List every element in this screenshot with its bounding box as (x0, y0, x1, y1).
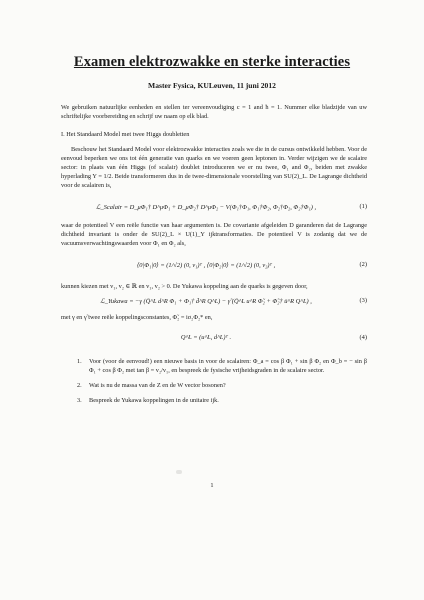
paragraph-4: met γ en γ̃ twee reële koppelingsconstantes, Φ̃₂ = iσ₂Φ₂* en, (61, 314, 213, 321)
question-item (77, 396, 367, 405)
equation-3-body: ℒ_Yukawa = −γ (Q̄^L d^R Φ₁ + Φ₁† d̄^R Q^L) − γ̃ (Q̄^L u^R Φ̃₂ + Φ̃₂† ū^R Q^L) , (100, 298, 312, 305)
equation-4 (61, 331, 367, 347)
scan-smudge (176, 470, 182, 474)
question-list (77, 357, 367, 411)
question-text: Wat is nu de massa van de Z en de W vector bosonen? (89, 382, 226, 390)
equation-2-number: (2) (359, 261, 367, 268)
section-title: I. Het Standaard Model met twee Higgs doubletten (61, 131, 190, 138)
equation-4-number: (4) (359, 334, 367, 341)
question-number: 3. (77, 397, 82, 405)
paragraph-1: Beschouw het Standaard Model voor elektrozwakke interacties zoals we die in de cursus ontwikkeld hebben. Voor de eenvoud beperken we ons tot één generatie van quarks en we voeren geen leptonen in. Verder wijzigen we de scalaire sector: in plaats van één Higgs (of scalair) doublet introduceren we er nu twee, Φ₁ and Φ₂, beiden met zwakke hyperlading Y = 1/2. Beide transformeren dus in de twee-dimensionale voorstelling van SU(2)_L. De Lagrange dichtheid voor de scalairen is, (61, 146, 367, 190)
equation-3 (61, 294, 367, 310)
equation-1 (61, 200, 367, 216)
page-subtitle: Master Fysica, KULeuven, 11 juni 2012 (148, 81, 276, 90)
question-number: 1. (77, 358, 82, 365)
paragraph-2: waar de potentieel V een reële functie van haar argumenten is. De covariante afgeleiden D garanderen dat de Lagrange dichtheid invariant is onder de SU(2)_L × U(1)_Y ijktransformaties. De potentieel V is zodanig dat we de vacuumsverwachtingswaarden voor Φ₁ en Φ₂ als, (61, 222, 367, 248)
equation-3-number: (3) (359, 297, 367, 304)
intro-paragraph: We gebruiken natuurlijke eenheden en stellen ter vereenvoudiging c = 1 and ħ = 1. Nummer elke bladzijde van uw schriftelijke voorbereiding en schrijf uw naam op elk blad. (61, 104, 367, 121)
equation-2 (61, 258, 367, 274)
question-text: Voor (voor de eenvoud!) een nieuwe basis in voor de scalairen: Φ_a = cos β Φ₁ + sin β Φ₂ en Φ_b = − sin β Φ₁ + cos β Φ₂ met tan β = v₂/v₁, en bespreek de fysische vrijheidsgraden in de scalaire sector. (89, 358, 367, 375)
paragraph-3: kunnen kiezen met v₁, v₂ ∈ ℝ en v₁, v₂ > 0. De Yukawa koppeling aan de quarks is gegeven door, (61, 283, 308, 290)
equation-1-body: ℒ_Scalair = D_μΦ₁† D^μΦ₁ + D_μΦ₂† D^μΦ₂ − V(Φ₁†Φ₁, Φ₁†Φ₂, Φ₂†Φ₂, Φ₂†Φ₁) , (95, 204, 317, 211)
question-item (77, 381, 367, 390)
page-title: Examen elektrozwakke en sterke interacties (73, 54, 351, 70)
question-item (77, 357, 367, 375)
page-number: 1 (210, 482, 214, 489)
equation-1-number: (1) (359, 203, 367, 210)
equation-2-body: ⟨0|Φ₁|0⟩ = (1/√2) (0, v₁)ᵀ , ⟨0|Φ₂|0⟩ = (1/√2) (0, v₂)ᵀ , (136, 262, 276, 269)
question-text: Bespreek de Yukawa koppelingen in de unitaire ijk. (89, 397, 219, 405)
equation-4-body: Q^L = (u^L, d^L)ᵀ . (180, 334, 232, 341)
question-number: 2. (77, 382, 82, 390)
